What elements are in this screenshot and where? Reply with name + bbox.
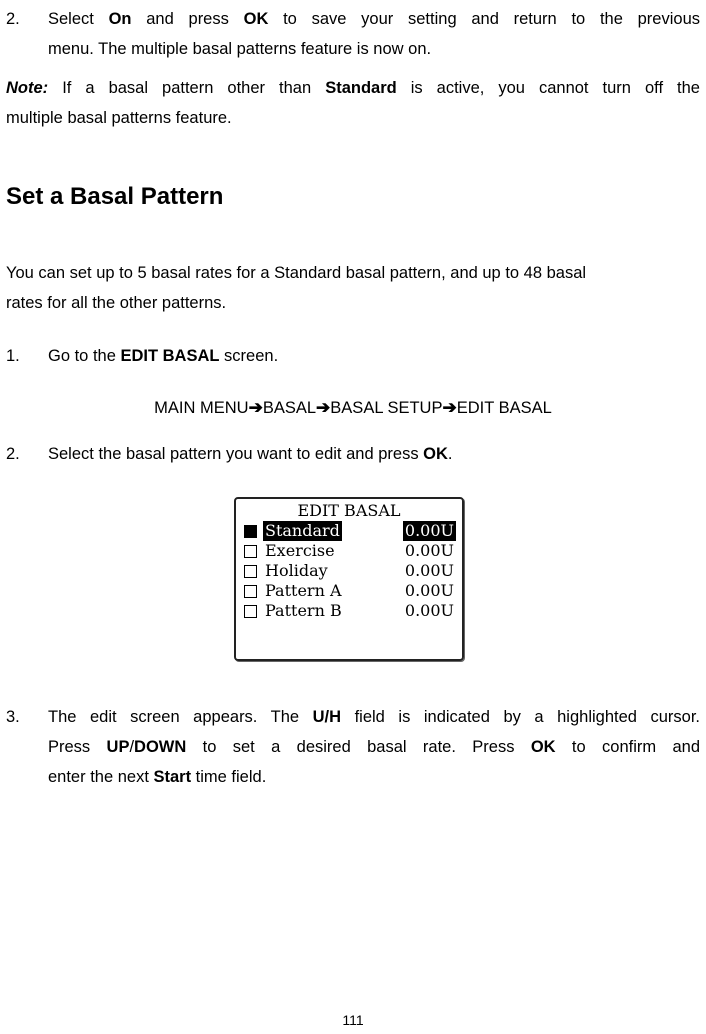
pattern-rate: 0.00U: [404, 581, 454, 600]
screen-name-ref: EDIT BASAL: [120, 347, 220, 365]
step-number: 1.: [6, 347, 20, 365]
button-up-ref: UP: [106, 738, 130, 756]
menu-path-item: EDIT BASAL: [456, 399, 552, 417]
pattern-label: Holiday: [265, 561, 328, 580]
step-2: [6, 439, 700, 469]
checkbox-empty-icon: [244, 585, 257, 598]
pattern-row-holiday: [244, 561, 458, 581]
step-1: [6, 341, 700, 371]
pattern-label: Pattern B: [265, 601, 342, 620]
pattern-label: Pattern A: [265, 581, 342, 600]
menu-path-item: BASAL: [262, 399, 317, 417]
step-3: [6, 702, 700, 792]
arrow-right-icon: ➔: [316, 398, 331, 417]
pattern-row-pattern-b: [244, 601, 458, 621]
step-text-line: menu. The multiple basal patterns feature is now on.: [48, 40, 432, 58]
section-heading: Set a Basal Pattern: [6, 183, 224, 210]
pattern-label: Exercise: [265, 541, 335, 560]
menu-path: [0, 393, 706, 423]
note-label: Note:: [6, 79, 49, 97]
arrow-right-icon: ➔: [442, 398, 457, 417]
step-number: 2.: [6, 445, 20, 463]
checkbox-empty-icon: [244, 605, 257, 618]
note: [6, 73, 700, 133]
field-start-ref: Start: [153, 768, 192, 786]
button-ok-ref: OK: [530, 738, 556, 756]
pattern-rate: 0.00U: [404, 521, 454, 540]
button-ok-ref: OK: [423, 445, 448, 463]
field-uh-ref: U/H: [312, 708, 342, 726]
pattern-row-standard: [244, 521, 458, 541]
pattern-row-exercise: [244, 541, 458, 561]
step-number: 3.: [6, 708, 20, 726]
option-on: On: [108, 10, 132, 28]
arrow-right-icon: ➔: [248, 398, 263, 417]
note-line: multiple basal patterns feature.: [6, 109, 232, 127]
step-text-line: Select the basal pattern you want to edit and press OK.: [48, 445, 453, 463]
step-number: 2.: [6, 10, 20, 28]
pattern-label: Standard: [265, 521, 340, 540]
button-down-ref: DOWN: [134, 738, 187, 756]
pattern-rate: 0.00U: [404, 541, 454, 560]
intro-line: rates for all the other patterns.: [6, 294, 227, 312]
checkbox-empty-icon: [244, 565, 257, 578]
screen-title: EDIT BASAL: [297, 501, 401, 520]
intro-line: You can set up to 5 basal rates for a Standard basal pattern, and up to 48 basal: [6, 264, 587, 282]
pattern-row-pattern-a: [244, 581, 458, 601]
checkbox-empty-icon: [244, 545, 257, 558]
step-text-line: Press UP/DOWN to set a desired basal rate. Press OK to confirm and: [48, 738, 700, 756]
note-line: Note: If a basal pattern other than Standard is active, you cannot turn off the: [6, 79, 700, 97]
pattern-rate: 0.00U: [404, 561, 454, 580]
step-text-line: enter the next Start time field.: [48, 768, 267, 786]
page-number: 111: [342, 1012, 364, 1028]
checkbox-checked-icon: [244, 525, 257, 538]
menu-path-item: BASAL SETUP: [330, 399, 443, 417]
step-text-line: Select On and press OK to save your setting and return to the previous: [48, 10, 700, 28]
button-ok-ref: OK: [243, 10, 269, 28]
device-screen-edit-basal: [234, 497, 464, 661]
pattern-standard-ref: Standard: [325, 79, 397, 97]
pattern-rate: 0.00U: [404, 601, 454, 620]
step-text-line: Go to the EDIT BASAL screen.: [48, 347, 279, 365]
step-text-line: The edit screen appears. The U/H field is indicated by a highlighted cursor.: [48, 708, 701, 726]
menu-path-item: MAIN MENU: [154, 399, 249, 417]
intro-paragraph: [6, 258, 700, 318]
